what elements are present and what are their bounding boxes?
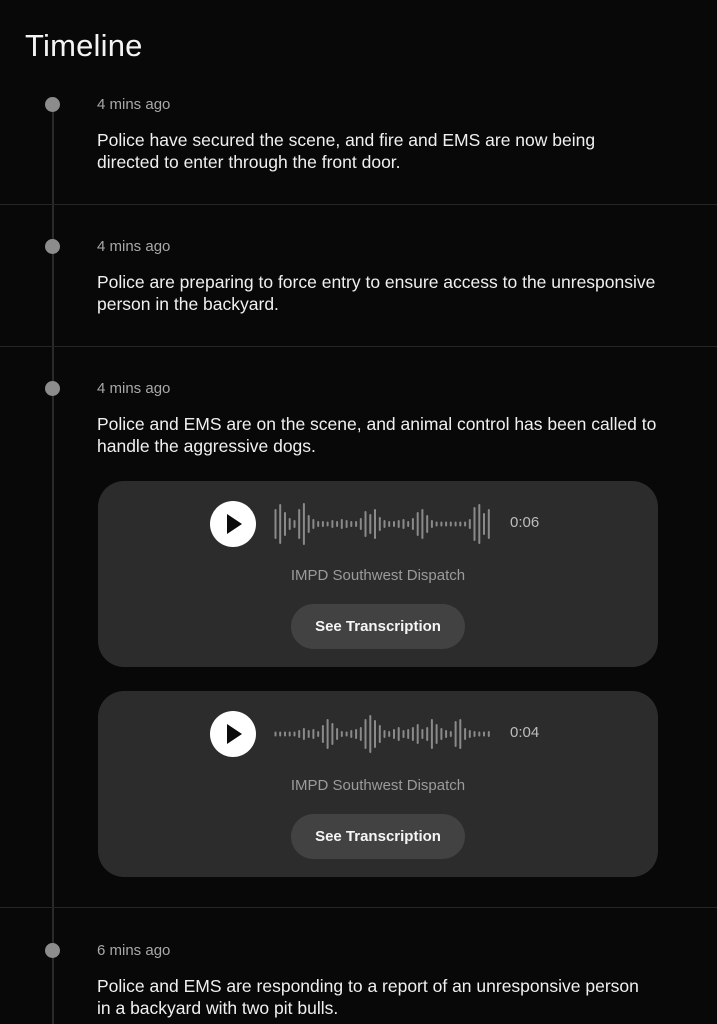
waveform-bar <box>336 728 338 740</box>
timeline-dot <box>45 943 60 958</box>
waveform-bar <box>279 732 281 737</box>
waveform-bar <box>384 730 386 738</box>
waveform-bar <box>275 509 277 539</box>
waveform-bar <box>478 732 480 737</box>
waveform-bar <box>450 522 452 527</box>
waveform-bar <box>478 504 480 544</box>
waveform-bar <box>421 509 423 539</box>
waveform-bar <box>440 522 442 527</box>
waveform-bar <box>336 521 338 527</box>
waveform-bar <box>298 509 300 539</box>
waveform-bar <box>355 729 357 739</box>
waveform-bar <box>426 515 428 533</box>
waveform-bar <box>289 518 291 530</box>
waveform-bar <box>341 519 343 529</box>
waveform-bar <box>436 724 438 744</box>
entry-divider <box>0 907 717 908</box>
entry-timestamp: 4 mins ago <box>97 238 171 255</box>
waveform-bar <box>455 522 457 527</box>
waveform-bar <box>412 727 414 741</box>
waveform-bar <box>284 512 286 536</box>
waveform-bar <box>388 731 390 737</box>
waveform-bar <box>284 732 286 737</box>
waveform-bar <box>469 730 471 738</box>
waveform-bar <box>317 731 319 737</box>
entry-divider <box>0 346 717 347</box>
waveform-bar <box>412 518 414 530</box>
entry-timestamp: 4 mins ago <box>97 96 171 113</box>
waveform-bar <box>474 731 476 737</box>
waveform-bar <box>398 520 400 528</box>
waveform-bar <box>312 729 314 739</box>
waveform-bar <box>464 728 466 740</box>
waveform-bar <box>440 728 442 740</box>
waveform-bar <box>350 521 352 527</box>
audio-waveform <box>274 501 492 547</box>
waveform-bar <box>308 730 310 738</box>
waveform-bar <box>455 721 457 747</box>
waveform-bar <box>483 732 485 737</box>
waveform-bar <box>431 520 433 528</box>
audio-source-label: IMPD Southwest Dispatch <box>290 567 466 584</box>
waveform-bar <box>407 729 409 739</box>
play-button[interactable] <box>210 501 256 547</box>
waveform-bar <box>327 522 329 527</box>
waveform-bar <box>369 715 371 753</box>
waveform-bar <box>298 730 300 738</box>
waveform-bar <box>450 731 452 737</box>
waveform-bar <box>308 515 310 533</box>
waveform-bar <box>346 732 348 737</box>
see-transcription-button[interactable]: See Transcription <box>291 604 465 649</box>
waveform-bar <box>403 730 405 738</box>
waveform-bar <box>426 727 428 741</box>
entry-text: Police and EMS are on the scene, and animal control has been called to handle the aggressive dogs. <box>97 414 657 456</box>
play-icon <box>225 513 243 535</box>
waveform-bar <box>322 521 324 527</box>
waveform-bar <box>369 514 371 534</box>
waveform-bar <box>379 517 381 531</box>
waveform-bar <box>459 719 461 749</box>
entry-divider <box>0 204 717 205</box>
waveform-bar <box>341 731 343 737</box>
entry-timestamp: 4 mins ago <box>97 380 171 397</box>
audio-clip-card <box>98 481 658 667</box>
waveform-bar <box>384 520 386 528</box>
waveform-bar <box>279 504 281 544</box>
waveform-bar <box>327 719 329 749</box>
waveform-bar <box>388 521 390 527</box>
waveform-bar <box>350 730 352 738</box>
audio-duration: 0:06 <box>510 514 540 531</box>
waveform-bar <box>275 732 277 737</box>
waveform-bar <box>417 724 419 744</box>
waveform-bar <box>303 728 305 740</box>
waveform-bar <box>294 520 296 528</box>
waveform-bar <box>289 732 291 737</box>
waveform-bar <box>464 522 466 527</box>
audio-source-label: IMPD Southwest Dispatch <box>290 777 466 794</box>
play-button[interactable] <box>210 711 256 757</box>
waveform-bar <box>374 720 376 748</box>
waveform-bar <box>331 723 333 745</box>
entry-text: Police have secured the scene, and fire and EMS are now being directed to enter through the front door. <box>97 130 596 172</box>
waveform-bar <box>322 725 324 743</box>
waveform-bar <box>445 522 447 527</box>
waveform-bar <box>431 719 433 749</box>
waveform-bar <box>355 521 357 527</box>
waveform-bar <box>421 729 423 739</box>
waveform-bar <box>393 729 395 739</box>
waveform-bar <box>488 731 490 737</box>
waveform-bar <box>365 511 367 537</box>
waveform-bar <box>346 520 348 528</box>
waveform-bar <box>403 519 405 529</box>
waveform-bar <box>417 512 419 536</box>
waveform-bar <box>312 519 314 529</box>
entry-timestamp: 6 mins ago <box>97 942 171 959</box>
see-transcription-button[interactable]: See Transcription <box>291 814 465 859</box>
waveform-bar <box>360 727 362 741</box>
audio-waveform <box>274 711 492 757</box>
page-title: Timeline <box>25 28 143 63</box>
waveform-bar <box>469 519 471 529</box>
waveform-bar <box>459 522 461 527</box>
waveform-bar <box>379 725 381 743</box>
entry-text: Police and EMS are responding to a report of an unresponsive person in a backyard with two pit bulls. <box>97 976 639 1018</box>
timeline-dot <box>45 239 60 254</box>
waveform-bar <box>374 509 376 539</box>
waveform-bar <box>445 730 447 738</box>
waveform-bar <box>474 507 476 541</box>
waveform-bar <box>436 522 438 527</box>
waveform-bar <box>393 521 395 527</box>
waveform-bar <box>331 520 333 528</box>
waveform-bar <box>483 513 485 535</box>
timeline-dot <box>45 381 60 396</box>
waveform-bar <box>398 727 400 741</box>
waveform-bar <box>303 503 305 545</box>
waveform-bar <box>317 521 319 527</box>
waveform-bar <box>488 509 490 539</box>
waveform-bar <box>360 518 362 530</box>
audio-clip-card <box>98 691 658 877</box>
waveform-bar <box>294 732 296 737</box>
audio-duration: 0:04 <box>510 724 540 741</box>
waveform-bar <box>365 719 367 749</box>
timeline-dot <box>45 97 60 112</box>
waveform-bar <box>407 521 409 527</box>
entry-text: Police are preparing to force entry to ensure access to the unresponsive person in the backyard. <box>97 272 656 314</box>
play-icon <box>225 723 243 745</box>
